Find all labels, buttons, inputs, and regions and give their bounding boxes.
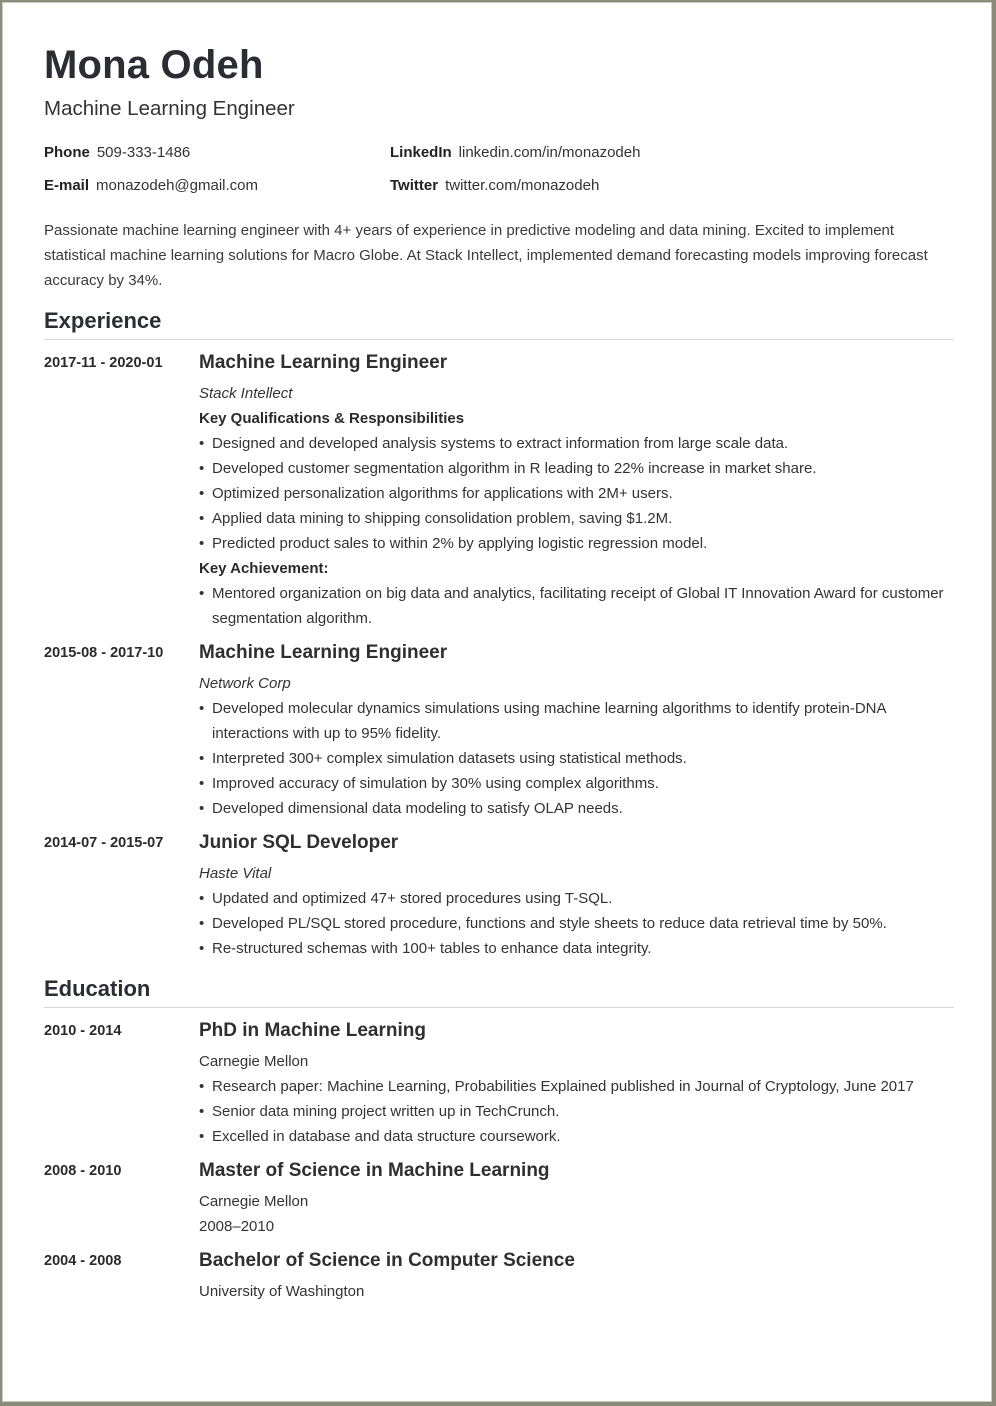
school-name: Carnegie Mellon bbox=[199, 1193, 309, 1210]
job-title: Machine Learning Engineer bbox=[199, 352, 448, 373]
list-item: • Predicted product sales to within 2% by applying logistic regression model. bbox=[199, 531, 954, 556]
email-label: E-mail bbox=[44, 177, 90, 194]
job-title: Machine Learning Engineer bbox=[199, 642, 448, 663]
job-title: Junior SQL Developer bbox=[199, 832, 399, 853]
achievement-heading: Key Achievement: bbox=[199, 560, 329, 577]
linkedin-label: LinkedIn bbox=[390, 144, 452, 161]
degree-title: Master of Science in Machine Learning bbox=[199, 1160, 550, 1181]
qualifications-heading: Key Qualifications & Responsibilities bbox=[199, 410, 465, 427]
contact-twitter bbox=[390, 177, 599, 194]
entry-body bbox=[199, 642, 954, 821]
list-item: • Applied data mining to shipping consolidation problem, saving $1.2M. bbox=[199, 506, 954, 531]
candidate-name: Mona Odeh bbox=[44, 43, 264, 87]
entry-body bbox=[199, 1250, 954, 1304]
contact-email bbox=[44, 177, 258, 194]
list-item: • Developed molecular dynamics simulations using machine learning algorithms to identify protein-DNA interactions with up to 95% fidelity. bbox=[199, 696, 954, 746]
candidate-role: Machine Learning Engineer bbox=[44, 97, 295, 120]
twitter-label: Twitter bbox=[390, 177, 439, 194]
list-item: • Developed dimensional data modeling to satisfy OLAP needs. bbox=[199, 796, 954, 821]
entry-dates: 2010 - 2014 bbox=[44, 1023, 122, 1039]
responsibility-list bbox=[199, 431, 954, 556]
list-item: • Research paper: Machine Learning, Probabilities Explained published in Journal of Cryptology, June 2017 bbox=[199, 1074, 954, 1099]
education-list bbox=[199, 1074, 954, 1149]
experience-heading: Experience bbox=[44, 308, 954, 340]
list-item: • Senior data mining project written up in TechCrunch. bbox=[199, 1099, 954, 1124]
resume-page bbox=[2, 2, 992, 1402]
email-link[interactable]: monazodeh@gmail.com bbox=[96, 177, 258, 194]
entry-dates: 2017-11 - 2020-01 bbox=[44, 355, 163, 371]
entry-body bbox=[199, 352, 954, 631]
twitter-link[interactable]: twitter.com/monazodeh bbox=[445, 177, 600, 194]
summary-paragraph: Passionate machine learning engineer with 4+ years of experience in predictive modeling and data mining. Excited to implement statistical machine learning solutions for Macro Globe. At Stack Intellect, implemented demand forecasting models improving forecast accuracy by 34%. bbox=[44, 222, 928, 289]
achievement-list bbox=[199, 581, 954, 631]
entry-dates: 2004 - 2008 bbox=[44, 1253, 122, 1269]
list-item: • Developed PL/SQL stored procedure, functions and style sheets to reduce data retrieval time by 50%. bbox=[199, 911, 954, 936]
entry-body bbox=[199, 832, 954, 961]
entry-dates: 2008 - 2010 bbox=[44, 1163, 122, 1179]
company-name: Haste Vital bbox=[199, 865, 272, 882]
linkedin-link[interactable]: linkedin.com/in/monazodeh bbox=[458, 144, 641, 161]
company-name: Stack Intellect bbox=[199, 385, 293, 402]
list-item: • Designed and developed analysis systems to extract information from large scale data. bbox=[199, 431, 954, 456]
contact-phone bbox=[44, 144, 190, 161]
list-item: • Updated and optimized 47+ stored procedures using T-SQL. bbox=[199, 886, 954, 911]
entry-dates: 2014-07 - 2015-07 bbox=[44, 835, 164, 851]
list-item: • Re-structured schemas with 100+ tables to enhance data integrity. bbox=[199, 936, 954, 961]
contact-linkedin bbox=[390, 144, 640, 161]
phone-value: 509-333-1486 bbox=[96, 144, 191, 161]
list-item: • Developed customer segmentation algorithm in R leading to 22% increase in market share. bbox=[199, 456, 954, 481]
entry-dates: 2015-08 - 2017-10 bbox=[44, 645, 164, 661]
list-item: • Optimized personalization algorithms for applications with 2M+ users. bbox=[199, 481, 954, 506]
school-name: University of Washington bbox=[199, 1283, 365, 1300]
entry-body bbox=[199, 1020, 954, 1149]
education-heading: Education bbox=[44, 976, 954, 1008]
entry-body bbox=[199, 1160, 954, 1239]
list-item: • Excelled in database and data structure coursework. bbox=[199, 1124, 954, 1149]
degree-title: PhD in Machine Learning bbox=[199, 1020, 426, 1041]
responsibility-list bbox=[199, 886, 954, 961]
company-name: Network Corp bbox=[199, 675, 291, 692]
list-item: • Mentored organization on big data and analytics, facilitating receipt of Global IT Innovation Award for customer segmentation algorithm. bbox=[199, 581, 954, 631]
degree-title: Bachelor of Science in Computer Science bbox=[199, 1250, 575, 1271]
list-item: • Improved accuracy of simulation by 30% using complex algorithms. bbox=[199, 771, 954, 796]
education-years: 2008–2010 bbox=[199, 1218, 275, 1235]
list-item: • Interpreted 300+ complex simulation datasets using statistical methods. bbox=[199, 746, 954, 771]
school-name: Carnegie Mellon bbox=[199, 1053, 309, 1070]
responsibility-list bbox=[199, 696, 954, 821]
phone-label: Phone bbox=[44, 144, 90, 161]
